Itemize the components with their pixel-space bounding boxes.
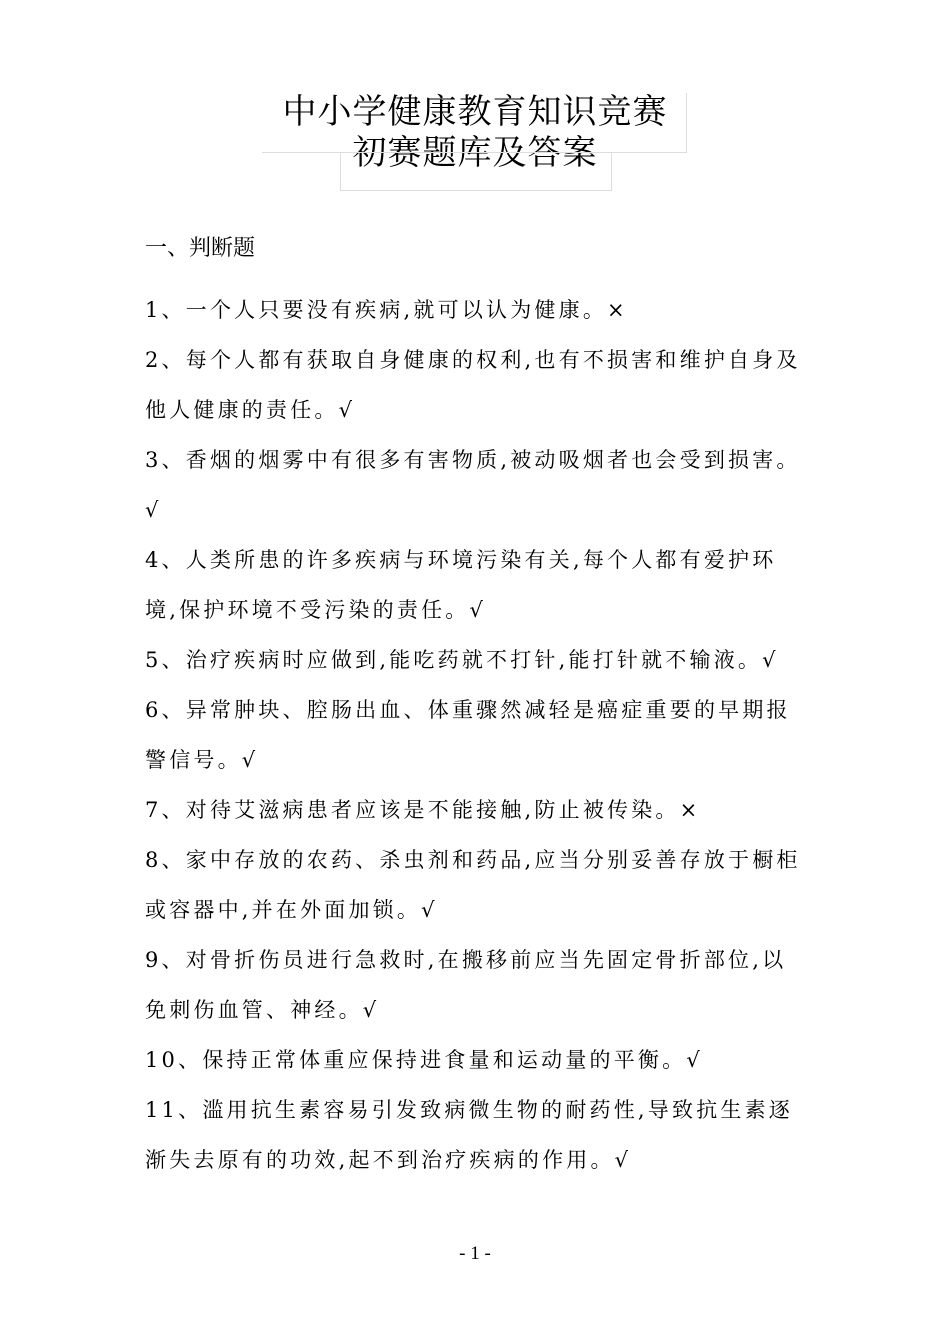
question-item: 11、滥用抗生素容易引发致病微生物的耐药性,导致抗生素逐渐失去原有的功效,起不到治疗疾病的作用。√	[145, 1098, 793, 1172]
document-title-line-1: 中小学健康教育知识竞赛	[282, 92, 668, 132]
question-item: 1、一个人只要没有疾病,就可以认为健康。×	[145, 298, 628, 322]
question-item: 4、人类所患的许多疾病与环境污染有关,每个人都有爱护环境,保护环境不受污染的责任。√	[145, 548, 777, 622]
question-item: 7、对待艾滋病患者应该是不能接触,防止被传染。×	[145, 798, 701, 822]
section-heading: 一、判断题	[145, 236, 256, 261]
question-item: 5、治疗疾病时应做到,能吃药就不打针,能打针就不输液。√	[145, 648, 779, 672]
question-item: 10、保持正常体重应保持进食量和运动量的平衡。√	[145, 1048, 703, 1072]
page-number: - 1 -	[459, 1243, 491, 1264]
question-item: 8、家中存放的农药、杀虫剂和药品,应当分别妥善存放于橱柜或容器中,并在外面加锁。√	[145, 848, 801, 922]
question-item: 2、每个人都有获取自身健康的权利,也有不损害和维护自身及他人健康的责任。√	[145, 348, 801, 422]
question-item: 6、异常肿块、腔肠出血、体重骤然减轻是癌症重要的早期报警信号。√	[145, 698, 791, 772]
question-item: 9、对骨折伤员进行急救时,在搬移前应当先固定骨折部位,以免刺伤血管、神经。√	[145, 948, 787, 1022]
question-item: 3、香烟的烟雾中有很多有害物质,被动吸烟者也会受到损害。√	[145, 448, 801, 522]
question-list	[145, 285, 810, 1185]
title-frame-box	[340, 152, 612, 191]
document-title-line-2: 初赛题库及答案	[352, 133, 598, 173]
title-frame-divider	[686, 93, 687, 153]
